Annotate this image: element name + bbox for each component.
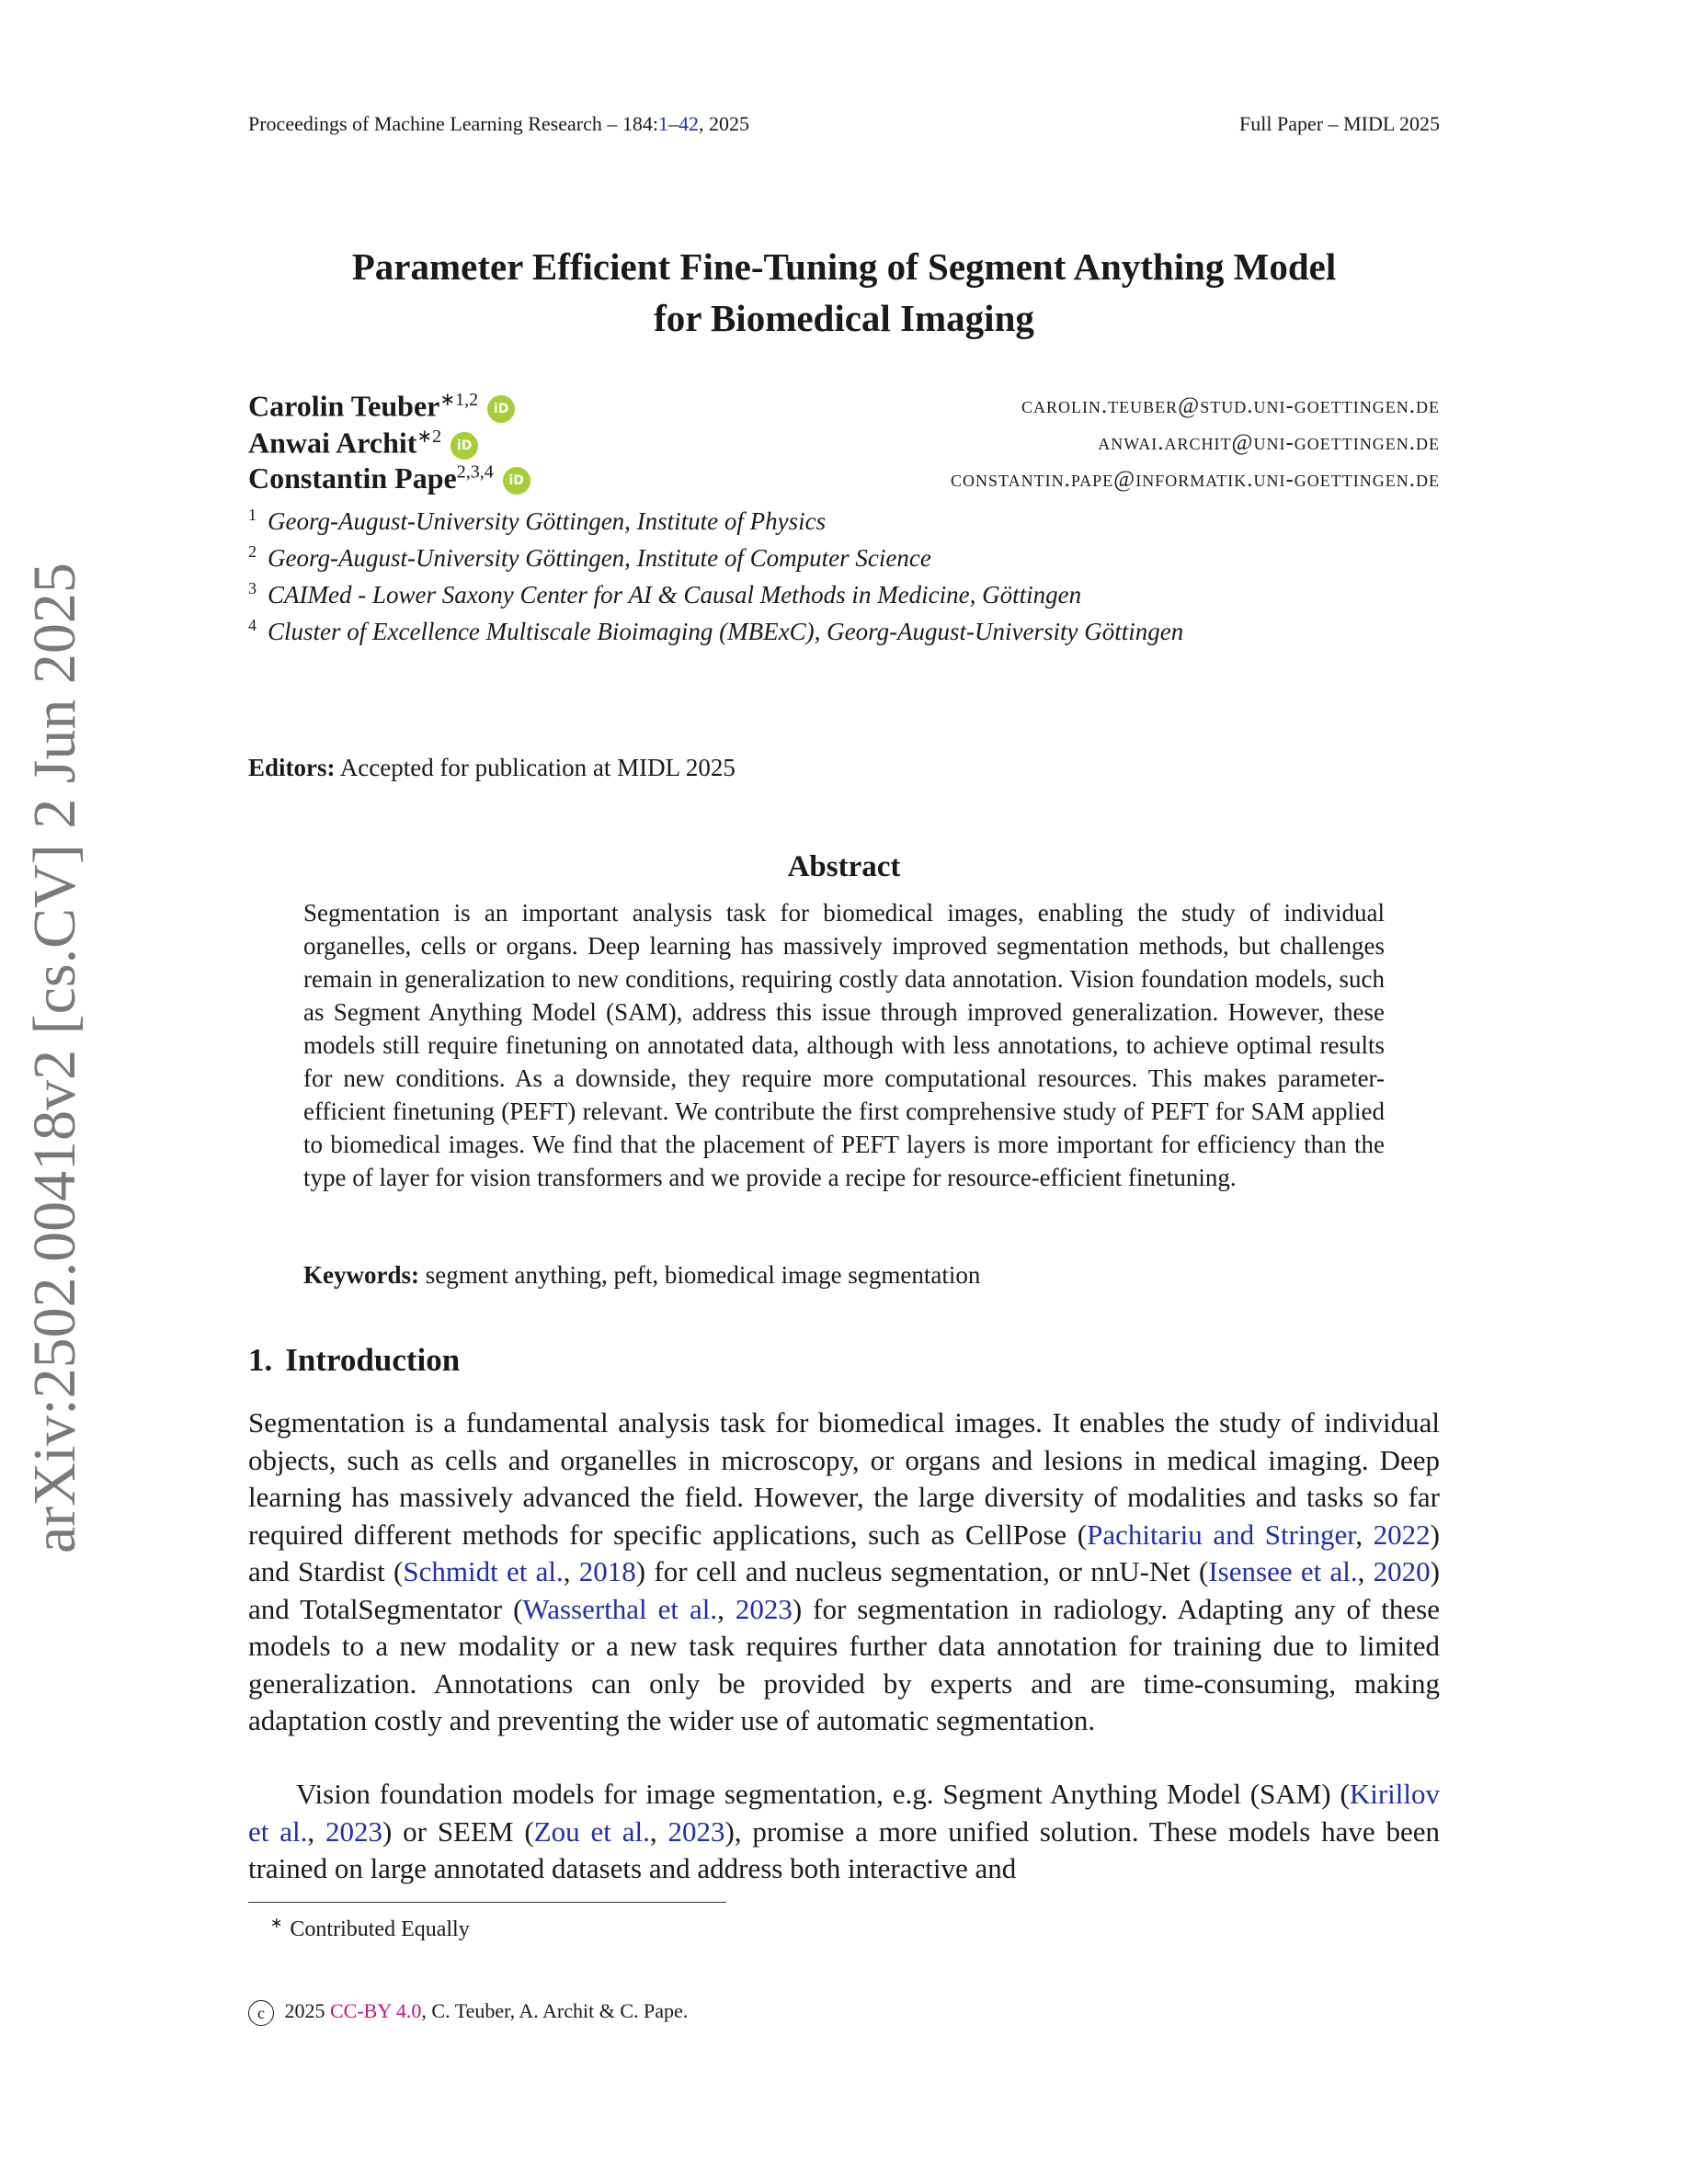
- arxiv-stamp: arXiv:2502.00418v2 [cs.CV] 2 Jun 2025: [21, 563, 88, 1553]
- abstract-heading: Abstract: [787, 850, 901, 883]
- citation-link[interactable]: Schmidt et al.: [403, 1555, 564, 1587]
- section-heading: 1. Introduction: [248, 1342, 461, 1378]
- copyright-line: c 2025 CC-BY 4.0, C. Teuber, A. Archit & C. Pape.: [248, 1999, 688, 2026]
- citation-link[interactable]: 2018: [578, 1555, 636, 1587]
- orcid-icon[interactable]: iD: [451, 432, 478, 460]
- author-name: Constantin Pape: [248, 461, 457, 495]
- citation-link[interactable]: 2020: [1373, 1555, 1431, 1587]
- author-affil-marks: 2,3,4: [456, 461, 494, 483]
- citation-link[interactable]: 2023: [667, 1814, 725, 1848]
- keywords-line: Keywords: segment anything, peft, biomedical image segmentation: [303, 1261, 981, 1289]
- author-email[interactable]: constantin.pape@informatik.uni-goettingen.de: [951, 467, 1440, 492]
- affiliation: $^4$ Cluster of Excellence Multiscale Bioimaging (MBExC), Georg-August-University Göttingen: [248, 616, 1184, 645]
- citation-link[interactable]: Wasserthal et al.: [522, 1592, 718, 1625]
- citation-link[interactable]: Zou et al.: [533, 1814, 650, 1848]
- abstract-body: Segmentation is an important analysis task for biomedical images, enabling the study of individual organelles, cells or organs. Deep learning has massively improved segmentation methods, but challenges remain in generalization to new conditions, requiring costly data annotation. Vision foundation models, such as Segment Anything Model (SAM), address this issue through improved generalization. However, these models still require finetuning on annotated data, although with less annotations, to achieve optimal results for new conditions. As a downside, they require more computational resources. This makes parameter-efficient finetuning (PEFT) relevant. We contribute the first comprehensive study of PEFT for SAM applied to biomedical images. We find that the placement of PEFT layers is more important for efficiency than the type of layer for vision transformers and we provide a recipe for resource-efficient finetuning.: [303, 899, 1385, 1191]
- first-page-link[interactable]: 1: [657, 112, 668, 135]
- title-line-2: for Biomedical Imaging: [654, 297, 1034, 339]
- citation-link[interactable]: Kirillov et al.: [248, 1778, 1440, 1848]
- author-name: Anwai Archit: [248, 426, 417, 460]
- running-header-left: Proceedings of Machine Learning Research – 184:1–42, 2025: [248, 112, 749, 135]
- footnote-divider: [248, 1902, 726, 1903]
- citation-link[interactable]: 2022: [1373, 1518, 1431, 1551]
- author-name: Carolin Teuber: [248, 389, 440, 423]
- orcid-icon[interactable]: iD: [503, 467, 530, 495]
- affiliation: $^3$ CAIMed - Lower Saxony Center for AI & Causal Methods in Medicine, Göttingen: [248, 579, 1082, 609]
- affiliation: $^2$ Georg-August-University Göttingen, Institute of Computer Science: [248, 542, 931, 572]
- copyright-icon: c: [248, 2000, 274, 2026]
- footnote: ∗ Contributed Equally: [270, 1916, 470, 1941]
- license-link[interactable]: CC-BY 4.0: [330, 1999, 422, 2022]
- author-row: [248, 388, 1440, 425]
- author-email[interactable]: carolin.teuber@stud.uni-goettingen.de: [1021, 393, 1440, 418]
- citation-link[interactable]: Pachitariu and Stringer: [1087, 1518, 1356, 1551]
- intro-paragraph-2: Vision foundation models for image segmentation, e.g. Segment Anything Model (SAM) (Kirillov et al., 2023) or SEEM (Zou et al., 2023), promise a more unified solution. These models have been trained on large annotated datasets and address both interactive and: [248, 1778, 1441, 1884]
- running-header-right: Full Paper – MIDL 2025: [1239, 112, 1440, 135]
- author-affil-marks: ∗1,2: [439, 390, 479, 410]
- paper-title: [248, 241, 1440, 344]
- author-affil-marks: ∗2: [416, 427, 442, 447]
- last-page-link[interactable]: 42: [678, 112, 699, 135]
- author-row: [248, 425, 1440, 461]
- orcid-icon[interactable]: iD: [487, 395, 515, 423]
- editors-line: Editors: Accepted for publication at MIDL 2025: [248, 754, 736, 781]
- title-line-1: Parameter Efficient Fine-Tuning of Segment Anything Model: [351, 245, 1337, 288]
- citation-link[interactable]: 2023: [735, 1592, 793, 1625]
- author-row: [248, 461, 1440, 498]
- citation-link[interactable]: Isensee et al.: [1208, 1555, 1358, 1587]
- citation-link[interactable]: 2023: [325, 1814, 382, 1848]
- intro-paragraph-1: Segmentation is a fundamental analysis task for biomedical images. It enables the study of individual objects, such as cells and organelles in microscopy, or organs and lesions in medical imaging. Deep learning has massively advanced the field. However, the large diversity of modalities and tasks so far required different methods for specific applications, such as CellPose (Pachitariu and Stringer, 2022) and Stardist (Schmidt et al., 2018) for cell and nucleus segmentation, or nnU-Net (Isensee et al., 2020) and TotalSegmentator (Wasserthal et al., 2023) for segmentation in radiology. Adapting any of these models to a new modality or a new task requires further data annotation for training due to limited generalization. Annotations can only be provided by experts and are time-consuming, making adaptation costly and preventing the wider use of automatic segmentation.: [248, 1406, 1441, 1736]
- affiliation: $^1$ Georg-August-University Göttingen, Institute of Physics: [248, 506, 827, 535]
- author-email[interactable]: anwai.archit@uni-goettingen.de: [1098, 430, 1440, 455]
